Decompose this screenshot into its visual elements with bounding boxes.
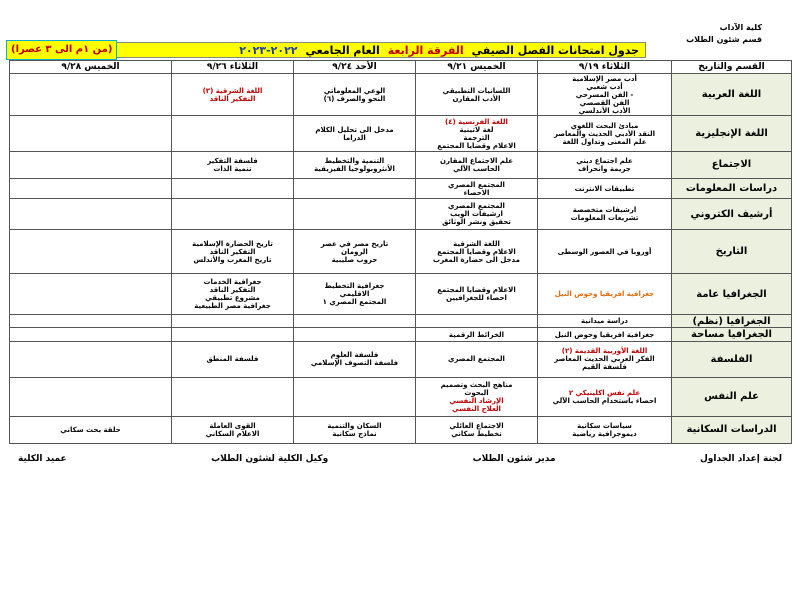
signature-dean: عميد الكلية [18, 454, 67, 464]
exam-cell [10, 342, 172, 377]
exam-cell [172, 342, 294, 377]
exam-subject: جغرافية افريقيا وحوض النيل [554, 290, 655, 299]
exam-subject: جريمة وانحراف [578, 164, 631, 173]
department-row [10, 342, 792, 377]
header-day-4: الثلاثاء ٩/٢٦ [172, 61, 294, 74]
exam-cell [538, 178, 672, 199]
exam-cell [416, 377, 538, 416]
department-row [10, 327, 792, 342]
exam-subject: السكان والتنمية [327, 421, 382, 430]
exam-subject: الاعلام وقضايا المجتمع [437, 286, 516, 295]
header-department-date: القسم والتاريخ [672, 61, 792, 74]
exam-cell [294, 178, 416, 199]
department-row [10, 74, 792, 116]
exam-subject: الأنثروبولوجيا الفيزيقية [314, 164, 395, 173]
exam-subject: تطبيقات الانترنت [574, 184, 635, 193]
exam-cell [172, 151, 294, 178]
exam-cell [416, 199, 538, 230]
exam-cell [294, 327, 416, 342]
exam-subject: أدب مصر الإسلامية [572, 74, 637, 83]
exam-cell [172, 327, 294, 342]
header-day-1: الثلاثاء ٩/١٩ [538, 61, 672, 74]
exam-cell [538, 116, 672, 151]
exam-cell [10, 199, 172, 230]
exam-cell [538, 273, 672, 314]
exam-cell [416, 178, 538, 199]
exam-subject: الأدب الأندلسي [578, 106, 631, 115]
exam-subject: أوروبا في العصور الوسطى [557, 247, 652, 256]
department-name: الجغرافيا مساحة [672, 327, 792, 342]
exam-cell [538, 327, 672, 342]
exam-cell [10, 116, 172, 151]
exam-subject: ديموجرافية رياضية [572, 429, 637, 438]
exam-subject: اللسانيات التطبيقي [442, 86, 511, 95]
title-fourth-year: الفرقة الرابعة [387, 43, 464, 57]
exam-cell [538, 315, 672, 327]
exam-cell [294, 74, 416, 116]
exam-subject: الخرائط الرقمية [448, 330, 505, 339]
exam-subject: اللغة الأوربية القديمة (٢) [561, 347, 648, 356]
exam-cell [416, 315, 538, 327]
exam-subject: المجتمع المصري ١ [322, 298, 387, 307]
header-day-2: الخميس ٩/٢١ [416, 61, 538, 74]
department-row [10, 416, 792, 443]
exam-cell [10, 416, 172, 443]
title-academic-year-label: العام الجامعي [305, 43, 380, 57]
exam-subject: اللغة الشرقية [453, 239, 500, 248]
exam-subject: المجتمع المصري [448, 180, 505, 189]
exam-cell [10, 273, 172, 314]
exam-subject: تحقيق ونشر الوثائق [442, 218, 511, 227]
exam-subject: حلقة بحث سكاني [60, 425, 121, 434]
exam-subject: علم المعنى وتداول اللغة [562, 137, 647, 146]
department-name: الدراسات السكانية [672, 416, 792, 443]
exam-subject: دراسة ميدانية [581, 317, 628, 326]
title-exam-schedule: جدول امتحانات الفصل الصيفي [471, 43, 639, 57]
department-name: الجغرافيا عامة [672, 273, 792, 314]
exam-cell [294, 315, 416, 327]
exam-subject: - الفن المسرحي [575, 90, 634, 99]
exam-cell [172, 416, 294, 443]
department-name: اللغة العربية [672, 74, 792, 116]
exam-subject: ارشيفات متخصصة [572, 206, 637, 215]
exam-time-note: (من ١م الى ٣ عصرا) [6, 40, 117, 60]
exam-subject: الفكر العربي الحديث المعاصر [554, 355, 655, 364]
exam-cell [172, 377, 294, 416]
department-row [10, 151, 792, 178]
exam-subject: مدخل الى تحليل الكلام [315, 125, 394, 134]
department-row [10, 199, 792, 230]
exam-subject: اللغة الشرقية (٣) [202, 86, 263, 95]
exam-subject: احصاء باستخدام الحاسب الآلي [552, 396, 657, 405]
exam-cell [538, 74, 672, 116]
exam-subject: الاعلام السكاني [205, 429, 260, 438]
exam-subject: علم نفس اكلينيكي ٢ [568, 388, 641, 397]
exam-cell [172, 178, 294, 199]
exam-subject: مناهج البحث وتصميم [440, 380, 513, 389]
exam-cell [416, 273, 538, 314]
exam-subject: الاجتماع العائلي [449, 421, 504, 430]
exam-subject: تنمية الذات [213, 164, 252, 173]
signature-student-affairs-director: مدير شئون الطلاب [472, 454, 556, 464]
signatures-footer [10, 454, 790, 464]
exam-subject: نماذج سكانية [332, 429, 377, 438]
exam-subject: جغرافية الخدمات [203, 278, 262, 287]
exam-cell [172, 74, 294, 116]
exam-cell [294, 151, 416, 178]
exam-subject: الوعي المعلوماتي [323, 86, 386, 95]
exam-cell [10, 230, 172, 274]
exam-subject: الإرشاد النفسي [449, 396, 504, 405]
department-name: علم النفس [672, 377, 792, 416]
exam-subject: فلسفة المنطق [206, 355, 259, 364]
department-name: الاجتماع [672, 151, 792, 178]
exam-subject: علم الاجتماع المقارن [439, 156, 513, 165]
exam-subject: العلاج النفسي [452, 404, 501, 413]
department-name: الفلسفة [672, 342, 792, 377]
exam-subject: التفكير الناقد [209, 286, 256, 295]
exam-subject: لغة لاتينية [459, 125, 494, 134]
exam-subject: احصاء للجغرافيين [446, 294, 507, 303]
exam-cell [416, 74, 538, 116]
exam-cell [538, 199, 672, 230]
exam-subject: الاعلام وقضايا المجتمع [437, 141, 516, 150]
department-row [10, 377, 792, 416]
exam-subject: المجتمع المصري [448, 355, 505, 364]
department-row [10, 178, 792, 199]
exam-subject: سياسات سكانية [577, 421, 632, 430]
exam-subject: مبادئ البحث اللغوي [570, 121, 639, 130]
exam-cell [10, 178, 172, 199]
exam-cell [538, 230, 672, 274]
exam-schedule-table [9, 60, 792, 444]
exam-subject: فلسفة التصوف الإسلامي [310, 359, 399, 368]
department-row [10, 315, 792, 327]
exam-subject: النحو والصرف (٦) [323, 94, 386, 103]
exam-subject: البحوث [464, 388, 489, 397]
exam-cell [294, 342, 416, 377]
exam-cell [416, 116, 538, 151]
exam-cell [416, 342, 538, 377]
department-name: دراسات المعلومات [672, 178, 792, 199]
header-day-3: الأحد ٩/٢٤ [294, 61, 416, 74]
exam-subject: مشروع تطبيقي [205, 294, 260, 303]
exam-subject: اللغة الفرنسية (٤) [445, 117, 508, 126]
faculty-department: قسم شئون الطلاب [686, 35, 762, 44]
exam-cell [172, 199, 294, 230]
exam-cell [416, 151, 538, 178]
exam-cell [172, 273, 294, 314]
exam-cell [294, 199, 416, 230]
document-title [46, 42, 646, 58]
exam-subject: الاقليمي [339, 290, 370, 299]
exam-cell [10, 315, 172, 327]
department-row [10, 273, 792, 314]
exam-cell [172, 315, 294, 327]
exam-subject: فلسفة القيم [582, 363, 627, 372]
exam-cell [416, 230, 538, 274]
exam-subject: الاحصاء [463, 188, 490, 197]
exam-cell [294, 230, 416, 274]
exam-subject: المجتمع المصري [448, 202, 505, 211]
exam-cell [10, 327, 172, 342]
exam-cell [538, 377, 672, 416]
exam-subject: التفكير الناقد [209, 94, 256, 103]
exam-subject: التفكير الناقد [209, 247, 256, 256]
exam-subject: الفن القصصي [579, 98, 630, 107]
signature-schedules-committee: لجنة إعداد الجداول [699, 454, 782, 464]
exam-subject: الترجمة [463, 133, 490, 142]
exam-subject: القوى العاملة [209, 421, 256, 430]
header-row [10, 61, 792, 74]
exam-subject: الحاسب الآلي [453, 164, 500, 173]
exam-cell [10, 151, 172, 178]
exam-cell [294, 273, 416, 314]
exam-cell [10, 377, 172, 416]
exam-subject: تاريخ مصر في عصر [320, 239, 389, 248]
exam-cell [294, 416, 416, 443]
department-row [10, 230, 792, 274]
exam-subject: جغرافية افريقيا وحوض النيل [554, 330, 655, 339]
exam-subject: جغرافية مصر الطبيعية [194, 302, 271, 311]
exam-cell [172, 116, 294, 151]
exam-cell [538, 151, 672, 178]
exam-cell [416, 327, 538, 342]
exam-subject: أدب شعبي [586, 82, 623, 91]
exam-subject: التنمية والتخطيط [324, 156, 385, 165]
department-row [10, 116, 792, 151]
exam-cell [538, 342, 672, 377]
exam-cell [416, 416, 538, 443]
exam-subject: حروب صليبية [331, 255, 378, 264]
title-academic-year: ٢٠٢٢-٢٠٢٣ [239, 43, 298, 57]
exam-subject: تاريخ المغرب والأندلس [193, 255, 272, 264]
exam-subject: علم اجتماع ديني [576, 156, 633, 165]
exam-subject: النقد الأدبي الحديث والمعاصر [553, 129, 656, 138]
department-name: أرشيف الكتروني [672, 199, 792, 230]
exam-cell [172, 230, 294, 274]
exam-subject: الرومان [341, 247, 368, 256]
exam-subject: الأدب المقارن [452, 94, 501, 103]
exam-cell [294, 377, 416, 416]
signature-vice-dean: وكيل الكلية لشئون الطلاب [211, 454, 329, 464]
faculty-header [686, 22, 762, 46]
department-name: التاريخ [672, 230, 792, 274]
exam-subject: ارشيفات الويب [450, 210, 503, 219]
faculty-name: كلية الآداب [719, 23, 762, 32]
exam-subject: تخطيط سكاني [451, 429, 502, 438]
header-day-5: الخميس ٩/٢٨ [10, 61, 172, 74]
exam-subject: جغرافية التخطيط [324, 282, 385, 291]
exam-subject: فلسفة التفكير [207, 156, 258, 165]
exam-subject: مدخل الى حضارة المغرب [433, 255, 520, 264]
exam-subject: تاريخ الحضارة الإسلامية [192, 239, 273, 248]
exam-cell [10, 74, 172, 116]
exam-cell [538, 416, 672, 443]
exam-cell [294, 116, 416, 151]
exam-subject: تشريعات المعلومات [570, 214, 639, 223]
exam-subject: فلسفة العلوم [330, 351, 379, 360]
department-name: الجغرافيا (نظم) [672, 315, 792, 327]
exam-subject: الدراما [343, 133, 366, 142]
exam-subject: الاعلام وقضايا المجتمع [437, 247, 516, 256]
department-name: اللغة الإنجليزية [672, 116, 792, 151]
